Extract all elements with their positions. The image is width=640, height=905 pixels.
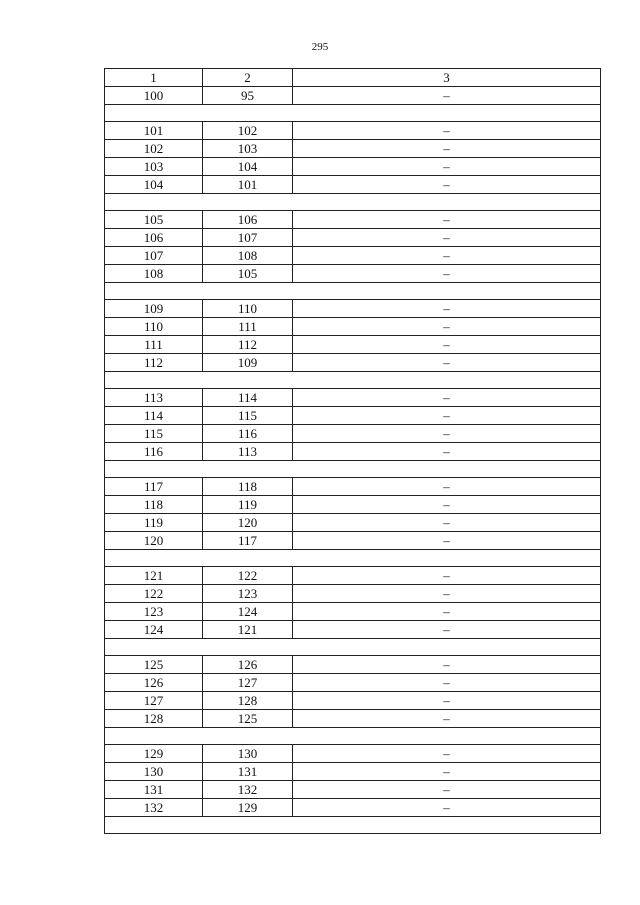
table-cell-col-3: – — [293, 318, 601, 336]
table-cell-col-2: 129 — [203, 799, 293, 817]
table-cell-col-2: 120 — [203, 514, 293, 532]
table-cell-col-1: 120 — [105, 532, 203, 550]
table-cell-col-1: 128 — [105, 710, 203, 728]
table-cell-col-1: 116 — [105, 443, 203, 461]
table-cell-col-3: – — [293, 585, 601, 603]
table-cell-col-3: – — [293, 211, 601, 229]
table-cell-col-3: – — [293, 389, 601, 407]
table-cell-col-3: – — [293, 781, 601, 799]
table-cell-col-3: – — [293, 229, 601, 247]
table-cell-col-2: 95 — [203, 87, 293, 105]
table-cell-col-3: – — [293, 745, 601, 763]
table-cell-col-1: 124 — [105, 621, 203, 639]
table-cell-col-3: – — [293, 763, 601, 781]
table-row — [105, 300, 601, 318]
table-cell-col-3: – — [293, 674, 601, 692]
table-cell-col-3: – — [293, 710, 601, 728]
table-cell-col-2: 116 — [203, 425, 293, 443]
table-cell-col-3: – — [293, 621, 601, 639]
separator-cell — [105, 550, 601, 567]
table-cell-col-1: 107 — [105, 247, 203, 265]
table-cell-col-3: – — [293, 140, 601, 158]
table-row — [105, 265, 601, 283]
table-cell-col-2: 126 — [203, 656, 293, 674]
table-cell-col-3: – — [293, 247, 601, 265]
separator-row — [105, 550, 601, 567]
table-cell-col-2: 118 — [203, 478, 293, 496]
separator-row — [105, 817, 601, 834]
table-cell-col-1: 101 — [105, 122, 203, 140]
table-cell-col-2: 122 — [203, 567, 293, 585]
table-cell-col-1: 113 — [105, 389, 203, 407]
table-cell-col-3: – — [293, 603, 601, 621]
header-col-2: 2 — [203, 69, 293, 87]
table-row — [105, 407, 601, 425]
separator-cell — [105, 817, 601, 834]
table-row — [105, 354, 601, 372]
table-cell-col-2: 102 — [203, 122, 293, 140]
separator-row — [105, 639, 601, 656]
table-row — [105, 603, 601, 621]
separator-row — [105, 372, 601, 389]
table-row — [105, 425, 601, 443]
separator-row — [105, 728, 601, 745]
page-number: 295 — [311, 41, 329, 53]
table-row — [105, 478, 601, 496]
table-cell-col-3: – — [293, 443, 601, 461]
table-cell-col-1: 123 — [105, 603, 203, 621]
table-cell-col-2: 132 — [203, 781, 293, 799]
table-row — [105, 87, 601, 105]
table-cell-col-2: 128 — [203, 692, 293, 710]
table-cell-col-1: 109 — [105, 300, 203, 318]
table-cell-col-3: – — [293, 354, 601, 372]
table-cell-col-2: 123 — [203, 585, 293, 603]
table-cell-col-2: 110 — [203, 300, 293, 318]
table-cell-col-2: 127 — [203, 674, 293, 692]
table-cell-col-2: 104 — [203, 158, 293, 176]
table-cell-col-1: 102 — [105, 140, 203, 158]
table-cell-col-3: – — [293, 122, 601, 140]
table-row — [105, 621, 601, 639]
table-cell-col-2: 103 — [203, 140, 293, 158]
table-cell-col-1: 112 — [105, 354, 203, 372]
table-cell-col-2: 130 — [203, 745, 293, 763]
table-cell-col-1: 122 — [105, 585, 203, 603]
table-cell-col-2: 106 — [203, 211, 293, 229]
table-cell-col-1: 100 — [105, 87, 203, 105]
separator-row — [105, 194, 601, 211]
table-cell-col-3: – — [293, 532, 601, 550]
table-cell-col-2: 119 — [203, 496, 293, 514]
data-table — [104, 68, 601, 834]
separator-cell — [105, 728, 601, 745]
table-cell-col-2: 125 — [203, 710, 293, 728]
table-row — [105, 656, 601, 674]
table-cell-col-1: 126 — [105, 674, 203, 692]
table-cell-col-3: – — [293, 407, 601, 425]
table-cell-col-3: – — [293, 514, 601, 532]
table-cell-col-1: 125 — [105, 656, 203, 674]
separator-cell — [105, 639, 601, 656]
table-cell-col-1: 110 — [105, 318, 203, 336]
table-cell-col-1: 132 — [105, 799, 203, 817]
table-cell-col-3: – — [293, 567, 601, 585]
table-cell-col-3: – — [293, 692, 601, 710]
table-row — [105, 745, 601, 763]
table-row — [105, 176, 601, 194]
table-cell-col-1: 106 — [105, 229, 203, 247]
separator-cell — [105, 283, 601, 300]
table-cell-col-2: 109 — [203, 354, 293, 372]
separator-cell — [105, 461, 601, 478]
table-cell-col-2: 108 — [203, 247, 293, 265]
table-row — [105, 443, 601, 461]
table-cell-col-3: – — [293, 496, 601, 514]
table-cell-col-1: 115 — [105, 425, 203, 443]
table-row — [105, 336, 601, 354]
table-row — [105, 567, 601, 585]
table-row — [105, 674, 601, 692]
table-cell-col-1: 105 — [105, 211, 203, 229]
table-row — [105, 585, 601, 603]
separator-cell — [105, 105, 601, 122]
table-cell-col-2: 131 — [203, 763, 293, 781]
table-row — [105, 122, 601, 140]
table-cell-col-1: 131 — [105, 781, 203, 799]
header-col-3: 3 — [293, 69, 601, 87]
table-header-row — [105, 69, 601, 87]
table-cell-col-2: 111 — [203, 318, 293, 336]
table-row — [105, 692, 601, 710]
table-cell-col-2: 113 — [203, 443, 293, 461]
table-cell-col-3: – — [293, 799, 601, 817]
table-cell-col-2: 114 — [203, 389, 293, 407]
table-cell-col-2: 105 — [203, 265, 293, 283]
table-cell-col-3: – — [293, 265, 601, 283]
table-row — [105, 710, 601, 728]
table-cell-col-2: 121 — [203, 621, 293, 639]
table-cell-col-1: 108 — [105, 265, 203, 283]
table-row — [105, 211, 601, 229]
table-cell-col-1: 118 — [105, 496, 203, 514]
table-cell-col-2: 115 — [203, 407, 293, 425]
table-row — [105, 158, 601, 176]
separator-cell — [105, 372, 601, 389]
table-cell-col-1: 127 — [105, 692, 203, 710]
table-row — [105, 781, 601, 799]
table-cell-col-3: – — [293, 425, 601, 443]
table-row — [105, 389, 601, 407]
separator-cell — [105, 194, 601, 211]
table-cell-col-1: 129 — [105, 745, 203, 763]
table-row — [105, 229, 601, 247]
table-cell-col-2: 112 — [203, 336, 293, 354]
table-cell-col-3: – — [293, 336, 601, 354]
table-cell-col-2: 117 — [203, 532, 293, 550]
table-body — [105, 87, 601, 834]
table-cell-col-1: 103 — [105, 158, 203, 176]
table-row — [105, 247, 601, 265]
table-cell-col-2: 124 — [203, 603, 293, 621]
table-row — [105, 514, 601, 532]
table-row — [105, 318, 601, 336]
table-row — [105, 140, 601, 158]
table-cell-col-3: – — [293, 478, 601, 496]
table-cell-col-1: 117 — [105, 478, 203, 496]
table-cell-col-3: – — [293, 176, 601, 194]
separator-row — [105, 283, 601, 300]
table-cell-col-2: 107 — [203, 229, 293, 247]
table-cell-col-1: 111 — [105, 336, 203, 354]
separator-row — [105, 105, 601, 122]
table-cell-col-1: 119 — [105, 514, 203, 532]
table-cell-col-3: – — [293, 87, 601, 105]
table-row — [105, 799, 601, 817]
table-cell-col-1: 104 — [105, 176, 203, 194]
table-cell-col-3: – — [293, 656, 601, 674]
separator-row — [105, 461, 601, 478]
table-cell-col-3: – — [293, 300, 601, 318]
header-col-1: 1 — [105, 69, 203, 87]
table-cell-col-1: 121 — [105, 567, 203, 585]
table-cell-col-3: – — [293, 158, 601, 176]
table-row — [105, 763, 601, 781]
table-row — [105, 496, 601, 514]
table-cell-col-1: 130 — [105, 763, 203, 781]
table-cell-col-1: 114 — [105, 407, 203, 425]
table-row — [105, 532, 601, 550]
table-cell-col-2: 101 — [203, 176, 293, 194]
